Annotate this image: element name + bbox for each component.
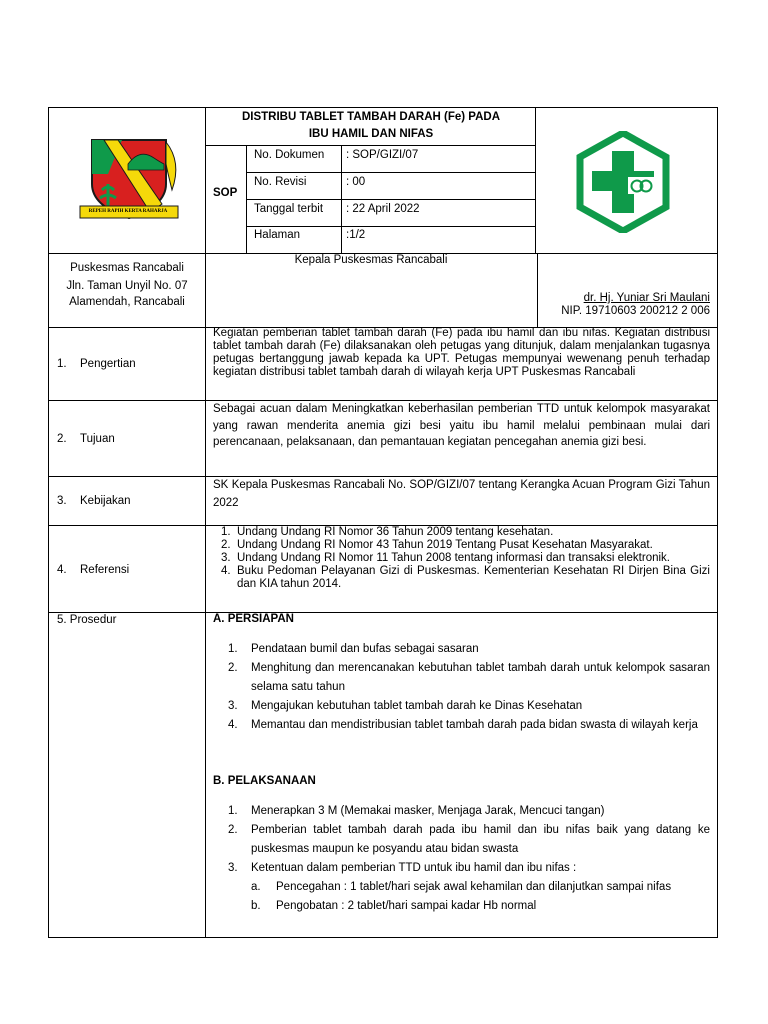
list-item: a. Pencegahan : 1 tablet/hari sejak awal kehamilan dan dilanjutkan sampai nifas: [251, 881, 672, 893]
kebijakan-text: SK Kepala Puskesmas Rancabali No. SOP/GIZI/07 tentang Kerangka Acuan Program Gizi Tahun 2022: [213, 479, 710, 509]
head-title: Kepala Puskesmas Rancabali: [294, 254, 448, 266]
meta-value-tanggal: : 22 April 2022: [346, 203, 420, 215]
table-border-bottom: [48, 937, 718, 938]
meta-row-line: [246, 172, 536, 173]
list-item: 1. Pendataan bumil dan bufas sebagai sasaran: [228, 643, 479, 655]
org-address-line1: Jln. Taman Unyil No. 07: [66, 280, 188, 292]
section-label-tujuan: Tujuan: [80, 433, 115, 445]
list-item: 2. Undang Undang RI Nomor 43 Tahun 2019 Tentang Pusat Kesehatan Masyarakat.: [221, 539, 653, 551]
logo-ribbon-text: REPEH RAPIH KERTA RAHARJA: [88, 209, 168, 214]
pelaksanaan-title: B. PELAKSANAAN: [213, 775, 316, 787]
section-label-kebijakan: Kebijakan: [80, 495, 131, 507]
referensi-list: [206, 526, 710, 591]
doc-title-line1: DISTRIBU TABLET TAMBAH DARAH (Fe) PADA: [241, 111, 501, 123]
list-item: 3. Ketentuan dalam pemberian TTD untuk ibu hamil dan ibu nifas :: [228, 862, 577, 874]
list-item: 3. Mengajukan kebutuhan tablet tambah darah ke Dinas Kesehatan: [228, 700, 583, 712]
list-item: 1. Undang Undang RI Nomor 36 Tahun 2009 tentang kesehatan.: [221, 526, 554, 538]
tujuan-text: Sebagai acuan dalam Meningkatkan keberhasilan pemberian TTD untuk kelompok masyarakat yang rawan menderita anemia gizi besi yaitu ibu hamil melalui pembinaan mulai dari perencanaan, pelaksanaan, dan pemantauan kegiatan pencegahan anemia gizi besi.: [213, 403, 710, 448]
meta-label-revisi: No. Revisi: [254, 176, 307, 188]
meta-label-tanggal: Tanggal terbit: [254, 203, 324, 215]
list-item: 2. Menghitung dan merencanakan kebutuhan tablet tambah darah untuk kelompok sasaran selama satu tahun: [228, 662, 710, 693]
section-num: 2.: [57, 433, 67, 445]
persiapan-title: A. PERSIAPAN: [213, 613, 294, 625]
meta-value-revisi: : 00: [346, 176, 366, 188]
list-item: b. Pengobatan : 2 tablet/hari sampai kadar Hb normal: [251, 900, 537, 912]
pengertian-text: Kegiatan pemberian tablet tambah darah (Fe) pada ibu hamil dan ibu nifas. Kegiatan distribusi tablet tambah darah (Fe) dilaksanakan oleh petugas yang ditunjuk, dalam menjalankan tugasnya petugas bertanggung jawab kepada ka UPT. Petugas mempunyai wewenang penuh terhadap kegiatan distribusi tablet tambah darah di wilayah kerja UPT Puskesmas Rancabali: [213, 327, 710, 378]
section-num: 4.: [57, 564, 67, 576]
list-item: 1. Menerapkan 3 M (Memakai masker, Menjaga Jarak, Mencuci tangan): [228, 805, 605, 817]
row-line: [48, 612, 718, 613]
table-border-top: [48, 107, 718, 108]
puskesmas-logo: [572, 131, 674, 233]
list-item: 2. Pemberian tablet tambah darah pada ibu hamil dan ibu nifas baik yang datang ke puskesmas maupun ke posyandu atau bidan swasta: [228, 824, 710, 855]
list-item: 4. Memantau dan mendistribusian tablet tambah darah pada bidan swasta di wilayah kerja: [228, 719, 698, 731]
section-num: 3.: [57, 495, 67, 507]
persiapan-list: [213, 640, 710, 735]
section-label-pengertian: Pengertian: [80, 358, 136, 370]
meta-label-dokumen: No. Dokumen: [254, 149, 325, 161]
sop-label: SOP: [213, 187, 238, 199]
meta-value-dokumen: : SOP/GIZI/07: [346, 149, 419, 161]
table-border-right: [717, 107, 718, 938]
head-nip: NIP. 19710603 200212 2 006: [561, 305, 710, 317]
org-name: Puskesmas Rancabali: [70, 262, 184, 274]
list-item: 3. Undang Undang RI Nomor 11 Tahun 2008 tentang informasi dan transaksi elektronik.: [221, 552, 671, 564]
section-label-referensi: Referensi: [80, 564, 130, 576]
section-num: 1.: [57, 358, 67, 370]
title-divider: [205, 145, 536, 146]
meta-label-halaman: Halaman: [254, 229, 301, 241]
section-label-prosedur: 5. Prosedur: [57, 614, 117, 626]
doc-title-line2: IBU HAMIL DAN NIFAS: [308, 128, 434, 140]
col-divider: [205, 107, 206, 938]
list-item: 4. Buku Pedoman Pelayanan Gizi di Puskesmas. Kementerian Kesehatan RI Dirjen Bina Gizi dan KIA tahun 2014.: [221, 565, 710, 590]
meta-row-line: [246, 226, 536, 227]
meta-row-line: [246, 199, 536, 200]
table-border-left: [48, 107, 49, 938]
meta-value-halaman: :1/2: [346, 229, 366, 241]
pelaksanaan-list: [213, 802, 710, 916]
head-name: dr. Hj. Yuniar Sri Maulani: [583, 292, 710, 304]
org-address-line2: Alamendah, Rancabali: [69, 296, 185, 308]
crest-wing-right: [166, 142, 176, 190]
